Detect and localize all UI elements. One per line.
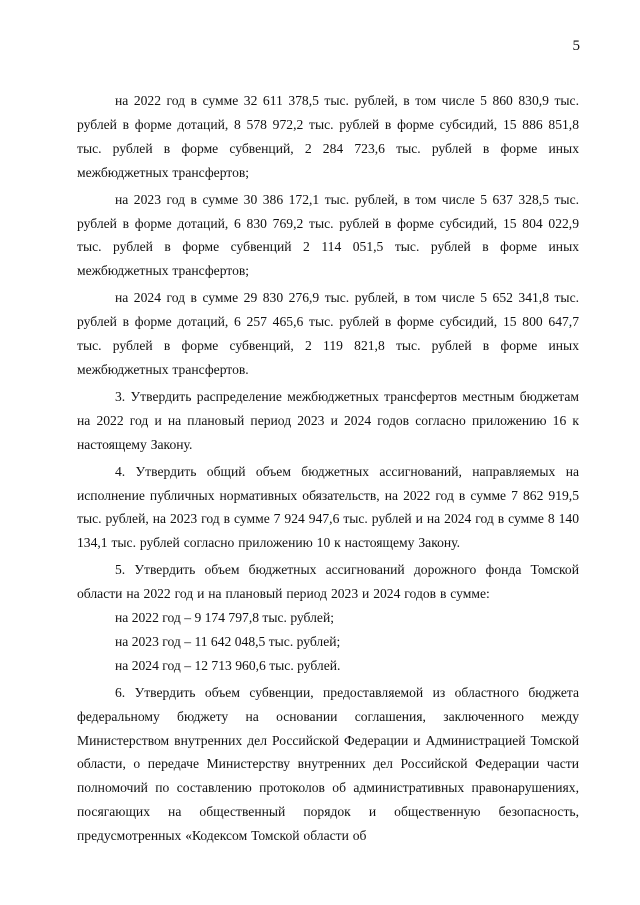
road-fund-2024: на 2024 год – 12 713 960,6 тыс. рублей. [115, 657, 341, 673]
paragraph-transfers-2024: на 2024 год в сумме 29 830 276,9 тыс. рублей, в том числе 5 652 341,8 тыс. рублей в форме дотаций, 6 257 465,6 тыс. рублей в форме субсидий, 15 800 647,7 тыс. рублей в форме субвенций, 2 119 821,8 тыс. рублей в форме иных межбюджетных трансфертов. [77, 290, 579, 377]
paragraph-item-6: 6. Утвердить объем субвенции, предоставляемой из областного бюджета федеральному бюджету на основании соглашения, заключенного между Министерством внутренних дел Российской Федерации и Администрацией Томской области, о передаче Министерству внутренних дел Российской Федерации части полномочий по составлению протоколов об административных правонарушениях, посягающих на общественный порядок и общественную безопасность, предусмотренных «Кодексом Томской области об [77, 684, 579, 844]
paragraph-transfers-2022: на 2022 год в сумме 32 611 378,5 тыс. рублей, в том числе 5 860 830,9 тыс. рублей в форме дотаций, 8 578 972,2 тыс. рублей в форме субсидий, 15 886 851,8 тыс. рублей в форме субвенций, 2 284 723,6 тыс. рублей в форме иных межбюджетных трансфертов; [77, 93, 579, 180]
paragraph-item-5: 5. Утвердить объем бюджетных ассигнований дорожного фонда Томской области на 2022 год и на плановый период 2023 и 2024 годов в сумме: [77, 562, 579, 602]
paragraph-item-4: 4. Утвердить общий объем бюджетных ассигнований, направляемых на исполнение публичных нормативных обязательств, на 2022 год в сумме 7 862 919,5 тыс. рублей, на 2023 год в сумме 7 924 947,6 тыс. рублей и на 2024 год в сумме 8 140 134,1 тыс. рублей согласно приложению 10 к настоящему Закону. [77, 463, 579, 551]
road-fund-2022: на 2022 год – 9 174 797,8 тыс. рублей; [115, 610, 334, 626]
page-number: 5 [572, 38, 580, 54]
paragraph-transfers-2023: на 2023 год в сумме 30 386 172,1 тыс. рублей, в том числе 5 637 328,5 тыс. рублей в форме дотаций, 6 830 769,2 тыс. рублей в форме субсидий, 15 804 022,9 тыс. рублей в форме субвенций 2 114 051,5 тыс. рублей в форме иных межбюджетных трансфертов; [77, 191, 579, 279]
document-body [77, 89, 579, 848]
paragraph-item-3: 3. Утвердить распределение межбюджетных трансфертов местным бюджетам на 2022 год и на плановый период 2023 и 2024 годов согласно приложению 16 к настоящему Закону. [77, 388, 579, 452]
road-fund-2023: на 2023 год – 11 642 048,5 тыс. рублей; [115, 633, 341, 649]
